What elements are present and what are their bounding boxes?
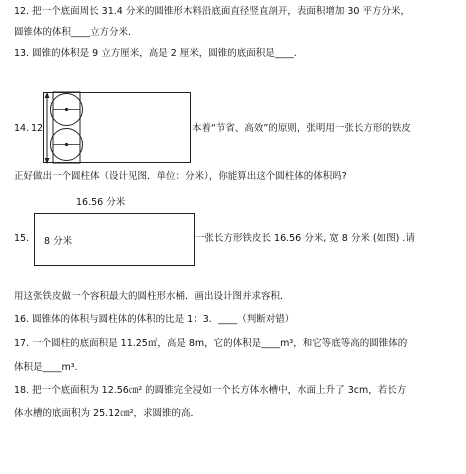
question-13-text: 13. 圆锥的体积是 9 立方厘米，高是 2 厘米，圆锥的底面积是____. [14,48,297,59]
question-12-line-2: 圆锥体的体积____立方分米. [14,27,132,38]
question-12-line-1: 12. 把一个底面周长 31.4 分米的圆锥形木料沿底面直径竖直剖开，表面积增加 30 平方分米， [14,6,410,17]
figure-15-length-label: 16.56 分米 [76,197,126,208]
question-15-line-1: 一张长方形铁皮长 16.56 分米, 宽 8 分米 (如图) .请 [195,233,415,244]
question-16-text: 16. 圆锥体的体积与圆柱体的体积的比是 1：3．____（判断对错） [14,314,295,325]
question-14-line-1: 本着“节省、高效”的原则，张明用一张长方形的铁皮 [192,123,411,134]
question-14-number: 14. [14,123,30,134]
question-18-line-2: 体水槽的底面积为 25.12㎝²，求圆锥的高． [14,408,201,419]
question-15-number: 15. [14,233,30,244]
figure-14-height-label: 12 [31,123,44,134]
question-18-line-1: 18. 把一个底面积为 12.56㎝² 的圆锥完全浸如一个长方体水槽中，水面上升了 3cm，若长方 [14,385,407,396]
question-17-line-2: 体积是____m³. [14,362,78,373]
figure-15-width-label: 8 分米 [44,236,73,247]
question-15-line-2: 用这张铁皮做一个容积最大的圆柱形水桶．画出设计图并求容积． [14,291,290,302]
figure-14-design-drawing [43,90,191,165]
question-14-line-2: 正好做出一个圆柱体（设计见图．单位：分米），你能算出这个圆柱体的体积吗? [14,171,347,182]
question-17-line-1: 17. 一个圆柱的底面积是 11.25㎡，高是 8m，它的体积是____m³，和它等底等高的圆锥体的 [14,338,408,349]
